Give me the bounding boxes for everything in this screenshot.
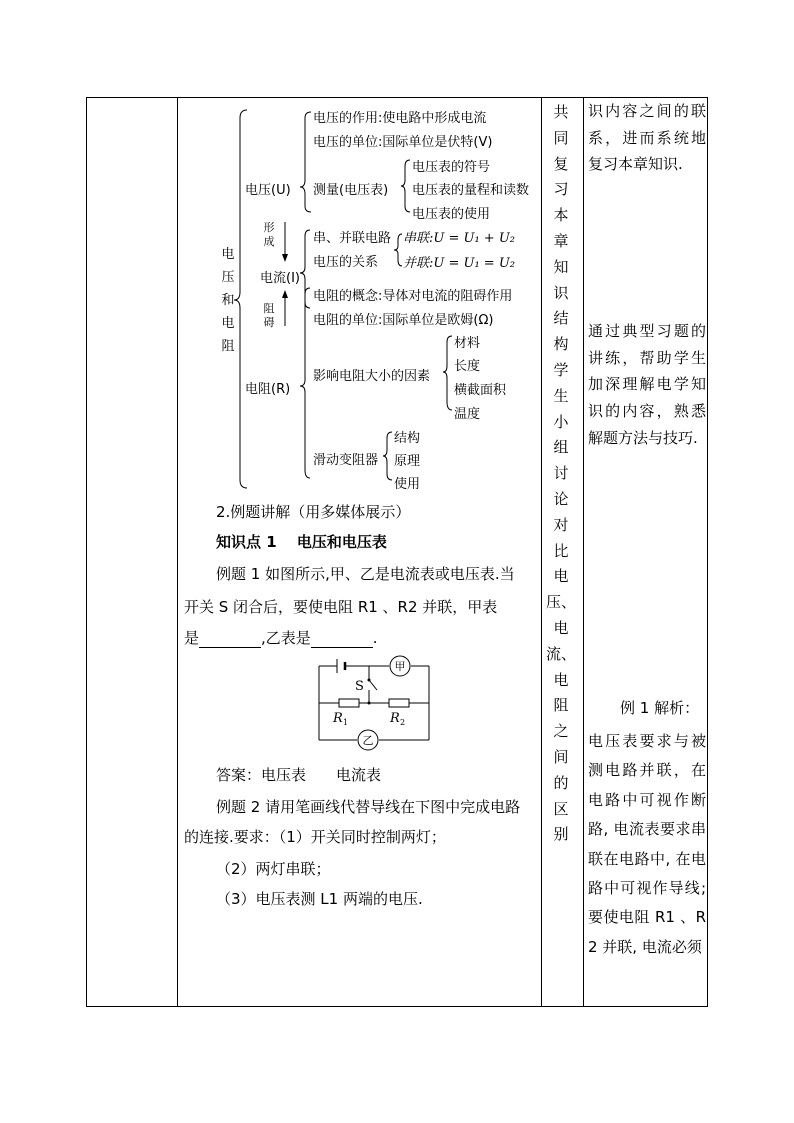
column-char: 比 <box>553 541 569 560</box>
rheostat-item: 结构 <box>394 431 421 446</box>
r1-label: R <box>333 711 343 726</box>
meter-yi-label: 乙 <box>362 734 374 747</box>
switch-blade <box>369 680 377 690</box>
factor-item: 长度 <box>454 359 481 374</box>
column-char: 电 <box>553 567 569 586</box>
column-char: 别 <box>553 825 569 844</box>
factor-item: 横截面积 <box>454 383 507 398</box>
column-char: 本 <box>553 206 569 225</box>
column-char: 学 <box>553 360 569 379</box>
intent-text-2: 通过典型习题的讲练，帮助学生加深理解电学知识的内容，熟悉解题方法与技巧. <box>588 322 706 447</box>
intent-text-1: 识内容之间的联系，进而系统地复习本章知识. <box>588 102 706 174</box>
rheostat-label: 滑动变阻器 <box>313 453 379 468</box>
column-char: 对 <box>553 515 569 534</box>
resistor-r2 <box>389 699 409 707</box>
hinder-label: 阻 碍 <box>263 302 275 329</box>
measure-item: 电压表的使用 <box>412 207 491 222</box>
column-char: 论 <box>553 489 569 508</box>
example2-line: 例题 2 请用笔画线代替导线在下图中完成电路 <box>216 798 521 816</box>
circuit-label: 串、并联电路 <box>313 231 392 246</box>
column-char: 生 <box>553 386 569 405</box>
example2-line: （3）电压表测 L1 两端的电压. <box>216 890 423 908</box>
rheostat-brace <box>383 432 392 480</box>
column-char: 组 <box>553 438 569 457</box>
resistance-label: 电阻(R) <box>245 382 291 397</box>
mindmap-root: 电 压 和 电 阻 <box>221 247 235 354</box>
relation-label: 电压的关系 <box>313 255 379 270</box>
section-heading: 2.例题讲解（用多媒体展示） <box>216 503 411 521</box>
column-char: 压、 <box>545 593 576 612</box>
current-label: 电流(I) <box>260 271 300 286</box>
example1-analysis-title: 例 1 解析： <box>620 699 700 717</box>
factor-item: 材料 <box>454 336 481 351</box>
switch-label: S <box>355 679 364 694</box>
column-char: 习 <box>553 180 569 199</box>
r2-subscript: 2 <box>400 718 406 727</box>
r2-label: R <box>390 711 400 726</box>
rheostat-item: 使用 <box>394 477 421 492</box>
relation-brace <box>394 234 402 266</box>
r1-subscript: 1 <box>343 718 349 727</box>
column-char: 知 <box>553 257 569 276</box>
column-char: 电 <box>553 618 569 637</box>
student-activity-column <box>542 100 580 848</box>
knowledge-point-title: 知识点 1 电压和电压表 <box>216 533 387 551</box>
meter-jia-label: 甲 <box>394 660 406 673</box>
example1-line: 例题 1 如图所示,甲、乙是电流表或电压表.当 <box>216 565 515 583</box>
series-formula: 串联:U = U₁ + U₂ <box>403 231 515 246</box>
answer-1: 答案：电压表 电流表 <box>216 766 382 784</box>
voltage-item: 电压的单位:国际单位是伏特(V) <box>313 135 493 150</box>
rheostat-item: 原理 <box>394 454 421 469</box>
measure-item: 电压表的量程和读数 <box>412 183 530 198</box>
column-char: 同 <box>553 128 569 147</box>
column-char: 间 <box>553 747 569 766</box>
resistance-item: 电阻的概念:导体对电流的阻碍作用 <box>313 289 513 304</box>
column-char: 区 <box>553 799 569 818</box>
column-char: 识 <box>553 283 569 302</box>
example1-analysis-text: 电压表要求与被测电路并联，在电路中可视作断路, 电流表要求串联在电路中, 在电路中可视作导线; 要使电阻 R1 、R2 并联, 电流必须 <box>588 732 706 956</box>
example2-line: 的连接.要求：（1）开关同时控制两灯； <box>184 828 446 846</box>
arrow-up-icon <box>282 290 288 298</box>
answer-blank-a <box>199 633 261 648</box>
measure-item: 电压表的符号 <box>412 160 491 175</box>
column-char: 共 <box>553 103 569 121</box>
circuit-diagram <box>317 658 437 748</box>
voltage-brace <box>300 112 311 212</box>
root-brace <box>234 110 247 488</box>
measure-brace <box>401 160 410 212</box>
voltage-label: 电压(U) <box>245 183 291 198</box>
column-char: 讨 <box>553 464 569 483</box>
factor-item: 温度 <box>454 407 481 422</box>
column-char: 的 <box>553 773 569 792</box>
column-char: 阻 <box>553 696 569 715</box>
measure-label: 测量(电压表) <box>313 183 389 198</box>
example1-line: 开关 S 闭合后，要使电阻 R1 、R2 并联，甲表 <box>184 598 498 616</box>
answer-blank-b <box>311 633 373 648</box>
column-char: 电 <box>553 670 569 689</box>
column-char: 构 <box>553 335 569 354</box>
column-char: 之 <box>553 722 569 741</box>
example2-line: （2）两灯串联； <box>216 860 331 878</box>
forming-label: 形 成 <box>263 221 275 248</box>
resistor-r1 <box>339 699 359 707</box>
column-char: 结 <box>553 309 569 328</box>
column-char: 流、 <box>545 644 576 663</box>
factors-brace <box>443 336 452 410</box>
voltage-item: 电压的作用:使电路中形成电流 <box>313 111 487 126</box>
column-char: 小 <box>553 412 569 431</box>
column-char: 复 <box>553 154 569 173</box>
parallel-formula: 并联:U = U₁ = U₂ <box>403 256 515 271</box>
resistance-brace <box>300 288 310 478</box>
resistance-item: 电阻的单位:国际单位是欧姆(Ω) <box>313 313 494 328</box>
arrow-down-icon <box>282 254 288 262</box>
factors-label: 影响电阻大小的因素 <box>313 369 431 384</box>
column-char: 章 <box>553 231 569 250</box>
example1-line: 是 ,乙表是 . <box>184 629 378 647</box>
